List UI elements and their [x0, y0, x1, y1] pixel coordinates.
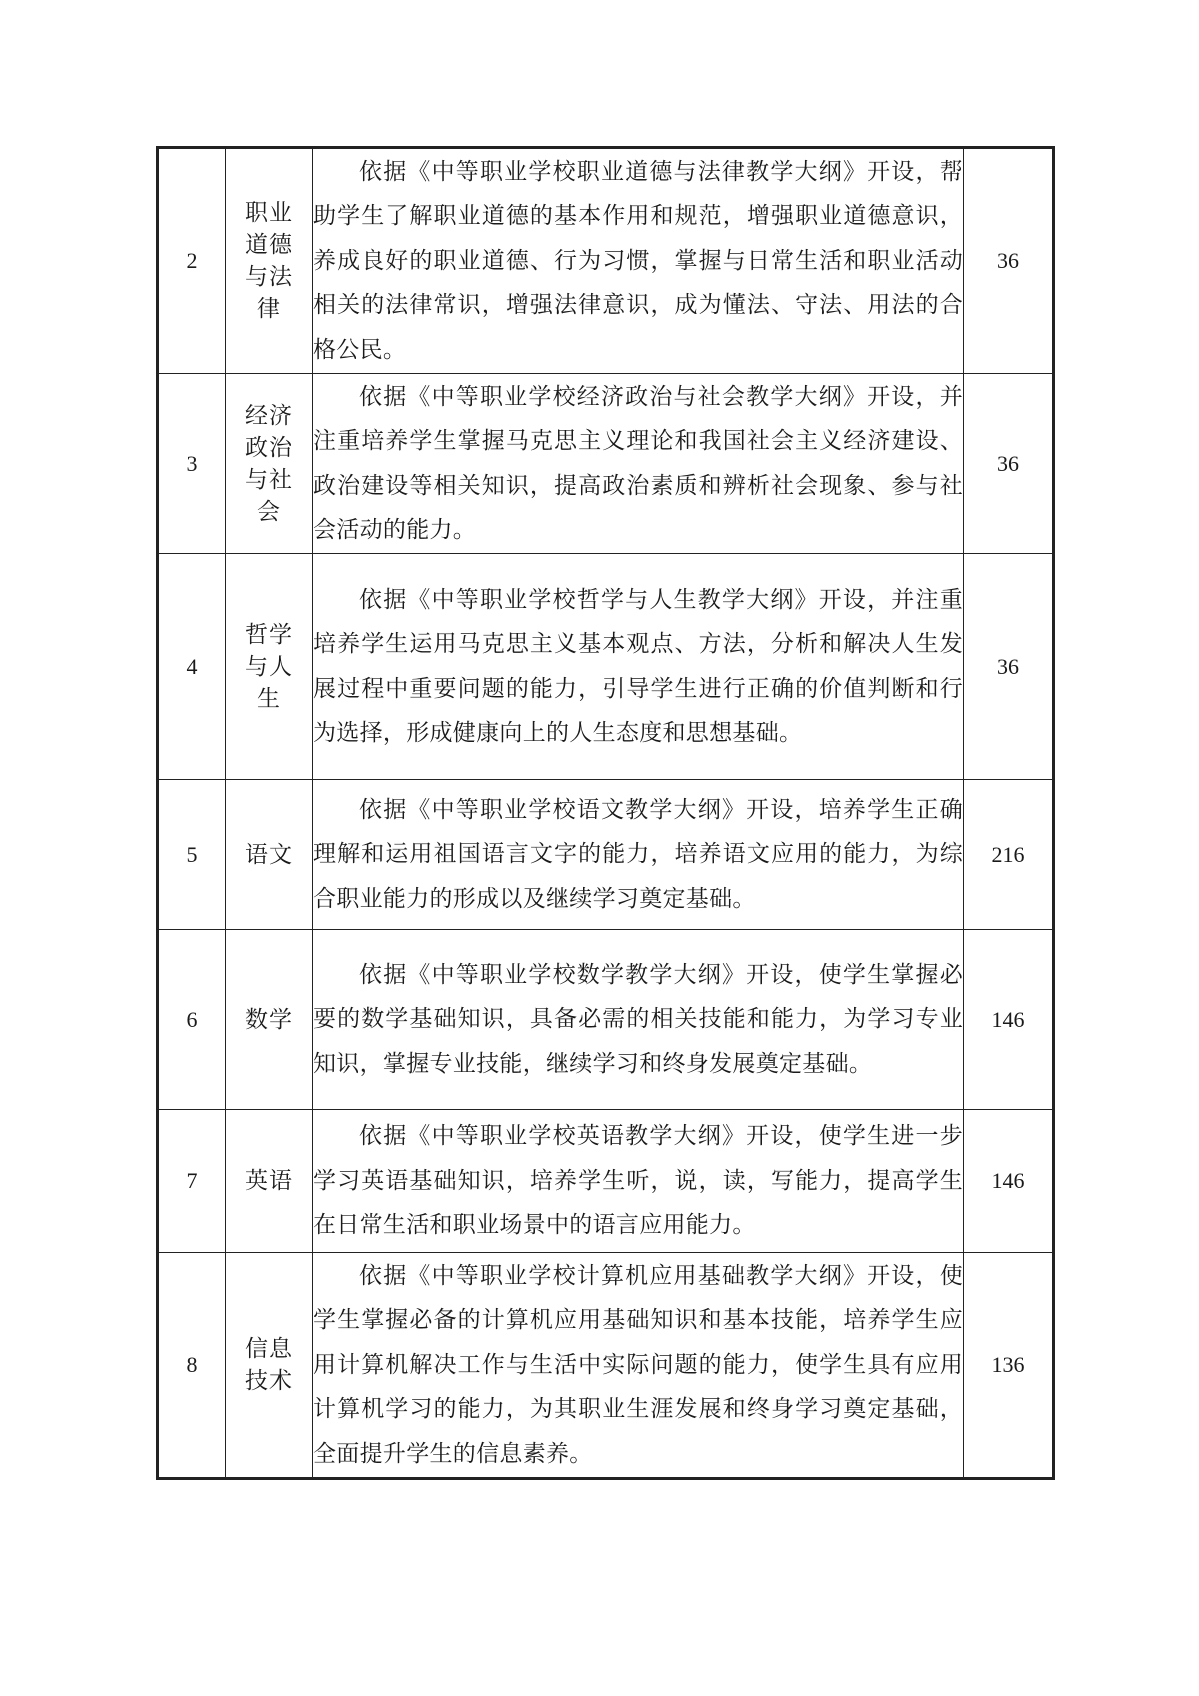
course-description: 依据《中等职业学校语文教学大纲》开设，培养学生正确理解和运用祖国语言文字的能力，培养语文应用的能力，为综合职业能力的形成以及继续学习奠定基础。: [313, 780, 964, 930]
course-description: 依据《中等职业学校经济政治与社会教学大纲》开设，并注重培养学生掌握马克思主义理论和我国社会主义经济建设、政治建设等相关知识，提高政治素质和辨析社会现象、参与社会活动的能力。: [313, 374, 964, 554]
course-name: 语文: [245, 841, 293, 868]
course-name-cell: [226, 148, 313, 374]
course-hours: 216: [964, 780, 1054, 930]
course-name-cell: [226, 554, 313, 780]
course-hours: 36: [964, 554, 1054, 780]
course-name: 数学: [245, 1006, 293, 1033]
course-number: 8: [158, 1253, 226, 1479]
course-name-cell: [226, 1110, 313, 1253]
course-name: 信息技术: [245, 1336, 293, 1394]
course-name: 英语: [245, 1168, 293, 1194]
course-hours: 146: [964, 1110, 1054, 1253]
course-hours: 36: [964, 148, 1054, 374]
course-name: 哲学与人生: [245, 621, 293, 712]
table-row: [158, 148, 1054, 374]
course-number: 3: [158, 374, 226, 554]
course-number: 5: [158, 780, 226, 930]
course-name: 职业道德与法律: [245, 200, 293, 322]
table-row: [158, 374, 1054, 554]
course-name-cell: [226, 780, 313, 930]
course-name-cell: [226, 930, 313, 1110]
course-name-cell: [226, 1253, 313, 1479]
course-name: 经济政治与社会: [245, 402, 293, 525]
course-description: 依据《中等职业学校数学教学大纲》开设，使学生掌握必要的数学基础知识，具备必需的相关技能和能力，为学习专业知识，掌握专业技能，继续学习和终身发展奠定基础。: [313, 930, 964, 1110]
course-number: 7: [158, 1110, 226, 1253]
course-number: 6: [158, 930, 226, 1110]
course-number: 2: [158, 148, 226, 374]
course-hours: 136: [964, 1253, 1054, 1479]
course-table: [156, 146, 1055, 1480]
course-description: 依据《中等职业学校职业道德与法律教学大纲》开设，帮助学生了解职业道德的基本作用和规范，增强职业道德意识，养成良好的职业道德、行为习惯，掌握与日常生活和职业活动相关的法律常识，增强法律意识，成为懂法、守法、用法的合格公民。: [313, 148, 964, 374]
course-description: 依据《中等职业学校哲学与人生教学大纲》开设，并注重培养学生运用马克思主义基本观点、方法，分析和解决人生发展过程中重要问题的能力，引导学生进行正确的价值判断和行为选择，形成健康向上的人生态度和思想基础。: [313, 554, 964, 780]
table-row: [158, 1253, 1054, 1479]
table-row: [158, 1110, 1054, 1253]
course-hours: 36: [964, 374, 1054, 554]
table-row: [158, 930, 1054, 1110]
course-hours: 146: [964, 930, 1054, 1110]
course-name-cell: [226, 374, 313, 554]
course-description: 依据《中等职业学校英语教学大纲》开设，使学生进一步学习英语基础知识，培养学生听，说，读，写能力，提高学生在日常生活和职业场景中的语言应用能力。: [313, 1110, 964, 1253]
course-description: 依据《中等职业学校计算机应用基础教学大纲》开设，使学生掌握必备的计算机应用基础知识和基本技能，培养学生应用计算机解决工作与生活中实际问题的能力，使学生具有应用计算机学习的能力，为其职业生涯发展和终身学习奠定基础，全面提升学生的信息素养。: [313, 1253, 964, 1479]
table-row: [158, 780, 1054, 930]
course-number: 4: [158, 554, 226, 780]
table-row: [158, 554, 1054, 780]
